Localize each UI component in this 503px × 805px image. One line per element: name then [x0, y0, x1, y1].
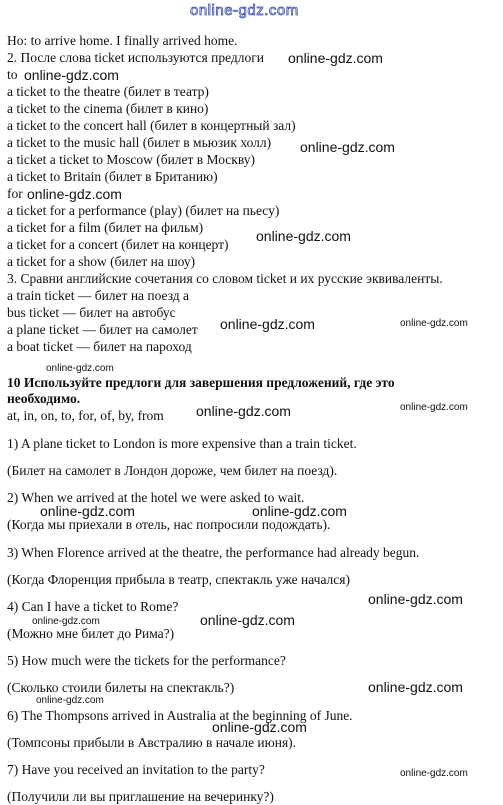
exercise-translation: (Когда мы приехали в отель, нас попросили подождать). [7, 517, 331, 532]
watermark: online-gdz.com [196, 403, 291, 419]
text-line: a plane ticket — билет на самолет [7, 322, 198, 337]
exercise-item: 6) The Thompsons arrived in Australia at the beginning of June. [7, 708, 353, 723]
exercise-item: 7) Have you received an invitation to the party? [7, 762, 265, 777]
exercise-item: 2) When we arrived at the hotel we were asked to wait. [7, 490, 305, 505]
exercise-item: 4) Can I have a ticket to Rome? [7, 599, 179, 614]
prepositions-list: at, in, on, to, for, of, by, from [7, 408, 164, 423]
watermark: online-gdz.com [368, 679, 463, 695]
text-line: Ho: to arrive home. I finally arrived home. [7, 33, 238, 48]
text-line: bus ticket — билет на автобус [7, 305, 176, 320]
exercise-translation: (Когда Флоренция прибыла в театр, спектакль уже начался) [7, 572, 350, 587]
exercise-translation: (Можно мне билет до Рима?) [7, 626, 175, 641]
text-line: a ticket for a performance (play) (билет на пьесу) [7, 203, 280, 218]
watermark: online-gdz.com [200, 612, 295, 628]
exercise-item: 5) How much were the tickets for the performance? [7, 653, 286, 668]
watermark: online-gdz.com [212, 719, 307, 735]
exercise-heading: 10 Используйте предлоги для завершения предложений, где это [7, 375, 395, 390]
exercise-translation: (Билет на самолет в Лондон дороже, чем билет на поезд). [7, 463, 338, 478]
text-line: a ticket for a concert (билет на концерт) [7, 237, 229, 252]
watermark: online-gdz.com [400, 768, 468, 779]
text-line: a ticket to the music hall (билет в мьюзик холл) [7, 135, 272, 150]
watermark: online-gdz.com [46, 363, 114, 374]
watermark: online-gdz.com [368, 591, 463, 607]
exercise-translation: (Получили ли вы приглашение на вечеринку?) [7, 789, 274, 804]
watermark: online-gdz.com [300, 139, 395, 155]
watermark: online-gdz.com [24, 67, 119, 83]
text-line: a ticket to the cinema (билет в кино) [7, 101, 209, 116]
text-line: a ticket for a film (билет на фильм) [7, 220, 204, 235]
watermark: online-gdz.com [220, 316, 315, 332]
watermark: online-gdz.com [32, 616, 100, 627]
exercise-heading: необходимо. [7, 391, 81, 406]
text-line: a ticket to the concert hall (билет в концертный зал) [7, 118, 296, 133]
watermark: online-gdz.com [27, 186, 122, 202]
text-line: a ticket to Britain (билет в Британию) [7, 169, 218, 184]
exercise-item: 1) A plane ticket to London is more expensive than a train ticket. [7, 436, 357, 451]
watermark: online-gdz.com [252, 503, 347, 519]
text-line: to [7, 67, 18, 82]
exercise-translation: (Сколько стоили билеты на спектакль?) [7, 680, 235, 695]
watermark: online-gdz.com [40, 503, 135, 519]
exercise-item: 3) When Florence arrived at the theatre, the performance had already begun. [7, 545, 420, 560]
text-line: a train ticket — билет на поезд а [7, 288, 190, 303]
watermark: online-gdz.com [288, 50, 383, 66]
text-line: for [7, 186, 23, 201]
text-line: 2. После слова ticket используются предлоги [7, 50, 264, 65]
exercise-translation: (Томпсоны прибыли в Австралию в начале июня). [7, 735, 297, 750]
watermark: online-gdz.com [400, 318, 468, 329]
text-line: 3. Сравни английские сочетания со словом ticket и их русские эквиваленты. [7, 271, 443, 286]
watermark: online-gdz.com [400, 402, 468, 413]
text-line: a ticket a ticket to Moscow (билет в Москву) [7, 152, 256, 167]
watermark-top: online-gdz.com [190, 2, 299, 19]
text-line: a boat ticket — билет на пароход [7, 339, 192, 354]
watermark: online-gdz.com [256, 228, 351, 244]
text-line: a ticket for a show (билет на шоу) [7, 254, 196, 269]
text-line: a ticket to the theatre (билет в театр) [7, 84, 209, 99]
watermark: online-gdz.com [36, 695, 104, 706]
